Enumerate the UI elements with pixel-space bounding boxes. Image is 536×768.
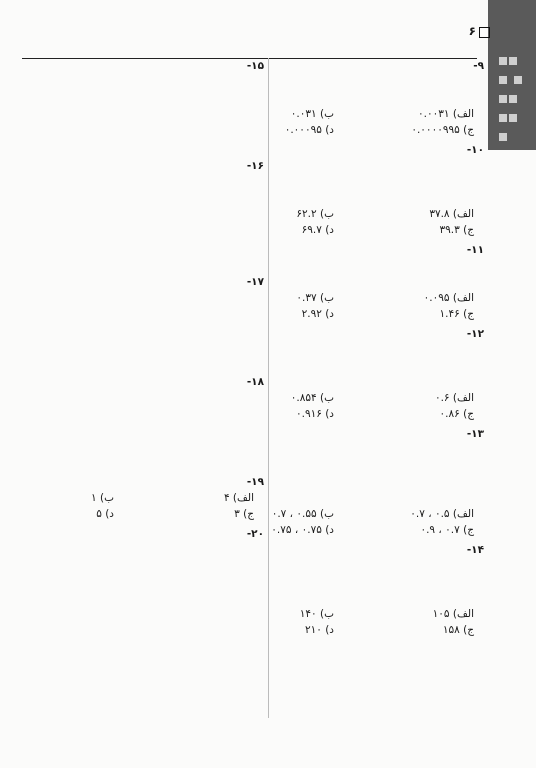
question xyxy=(14,158,264,270)
question-text xyxy=(234,326,484,342)
question-text xyxy=(14,374,264,390)
answer-option[interactable]: د) ۰.۷۵ ، ۰.۷۵ xyxy=(271,524,334,536)
answer-option[interactable]: ب) ۱۴۰ xyxy=(299,608,334,620)
answer-option[interactable]: ب) ۰.۸۵۴ xyxy=(290,392,334,404)
question-text xyxy=(14,542,264,558)
question-number: ۱۱- xyxy=(466,244,484,256)
answer-option[interactable]: الف) ۳۷.۸ xyxy=(429,208,474,220)
answer-option[interactable]: ج) ۱۵۸ xyxy=(442,624,474,636)
question-text xyxy=(14,390,264,406)
question-text xyxy=(234,542,484,558)
answer-option[interactable] xyxy=(14,306,264,322)
question-number: ۱۴- xyxy=(466,544,484,556)
option-row xyxy=(234,222,484,238)
question-text xyxy=(234,458,484,474)
answer-option[interactable] xyxy=(14,122,264,138)
question-text xyxy=(14,174,264,190)
question xyxy=(234,242,484,322)
question xyxy=(234,426,484,538)
side-dots-decoration xyxy=(498,52,526,147)
question-number: ۱۳- xyxy=(466,428,484,440)
answer-option[interactable]: د) ۵ xyxy=(96,508,114,520)
question-text xyxy=(14,274,264,290)
answer-option[interactable]: الف) ۰.۶ xyxy=(434,392,474,404)
question-number: ۱۰- xyxy=(466,144,484,156)
answer-option[interactable]: ج) ۰.۷ ، ۰.۹ xyxy=(420,524,474,536)
answer-option[interactable] xyxy=(14,238,264,254)
answer-option[interactable]: ب) ۰.۳۷ xyxy=(296,292,334,304)
answer-option[interactable] xyxy=(14,322,264,338)
answer-option[interactable]: د) ۲.۹۲ xyxy=(301,308,334,320)
answer-option[interactable]: ج) ۰.۸۶ xyxy=(439,408,474,420)
option-row xyxy=(234,122,484,138)
answer-option[interactable] xyxy=(14,406,264,422)
question-text xyxy=(14,190,264,206)
question-number: ۱۵- xyxy=(246,60,264,72)
answer-option[interactable]: الف) ۴ xyxy=(223,492,254,504)
answer-option[interactable]: ج) ۰.۰۰۰۰۹۹۵ xyxy=(411,124,474,136)
answer-option[interactable] xyxy=(14,222,264,238)
question-text xyxy=(234,74,484,90)
option-row xyxy=(234,406,484,422)
question xyxy=(14,526,264,590)
answer-option[interactable] xyxy=(14,106,264,122)
answer-option[interactable]: د) ۶۹.۷ xyxy=(301,224,334,236)
answer-option[interactable] xyxy=(184,574,254,590)
answer-option[interactable] xyxy=(44,558,114,574)
question-text xyxy=(234,374,484,390)
question-text xyxy=(234,490,484,506)
answer-option[interactable]: ج) ۱.۴۶ xyxy=(439,308,474,320)
question xyxy=(234,58,484,138)
page-header xyxy=(0,18,536,58)
left-column xyxy=(14,58,264,594)
question-text xyxy=(234,426,484,442)
option-row xyxy=(234,306,484,322)
answer-option[interactable]: ب) ۰.۵۵ ، ۰.۷ xyxy=(271,508,334,520)
question-text xyxy=(234,142,484,158)
question xyxy=(234,326,484,422)
question-text xyxy=(234,358,484,374)
option-row xyxy=(234,606,484,622)
page-number: ۶ xyxy=(468,24,476,38)
question xyxy=(14,374,264,470)
answer-option[interactable]: الف) ۰.۰۰۳۱ xyxy=(418,108,474,120)
question-number: ۱۷- xyxy=(246,276,264,288)
question-text xyxy=(234,342,484,358)
answer-option[interactable]: ب) ۱ xyxy=(91,492,114,504)
question-text xyxy=(234,258,484,274)
question-text xyxy=(234,58,484,74)
right-column xyxy=(234,58,484,642)
question-number: ۱۸- xyxy=(246,376,264,388)
answer-option[interactable] xyxy=(14,422,264,438)
option-row xyxy=(14,574,264,590)
option-row xyxy=(234,206,484,222)
question-text xyxy=(234,242,484,258)
answer-option[interactable]: ب) ۰.۰۳۱ xyxy=(290,108,334,120)
answer-option[interactable]: ج) ۳۹.۳ xyxy=(439,224,474,236)
question xyxy=(234,542,484,638)
option-row xyxy=(234,106,484,122)
question-text xyxy=(14,58,264,74)
question-text xyxy=(14,74,264,90)
question-text xyxy=(234,590,484,606)
answer-option[interactable] xyxy=(14,254,264,270)
option-row xyxy=(234,506,484,522)
question-text xyxy=(234,274,484,290)
question-number: ۱۶- xyxy=(246,160,264,172)
question-text xyxy=(14,474,264,490)
answer-option[interactable] xyxy=(14,438,264,454)
question-number: ۱۹- xyxy=(246,476,264,488)
question-number: ۲۰- xyxy=(246,528,264,540)
question-text xyxy=(14,526,264,542)
question-text xyxy=(14,158,264,174)
question-text xyxy=(234,574,484,590)
question xyxy=(234,142,484,238)
question xyxy=(14,474,264,522)
option-row xyxy=(14,558,264,574)
answer-option[interactable] xyxy=(14,338,264,354)
answer-option[interactable] xyxy=(184,558,254,574)
option-row xyxy=(234,622,484,638)
question-text xyxy=(234,158,484,174)
option-row xyxy=(14,506,264,522)
question-text xyxy=(14,290,264,306)
question-text xyxy=(234,442,484,458)
question xyxy=(14,58,264,154)
question xyxy=(14,274,264,370)
answer-option[interactable] xyxy=(44,574,114,590)
question-text xyxy=(234,190,484,206)
answer-option[interactable]: الف) ۱۰۵ xyxy=(432,608,474,620)
question-text xyxy=(234,174,484,190)
answer-option[interactable]: د) ۲۱۰ xyxy=(304,624,334,636)
answer-option[interactable]: ج) ۳ xyxy=(234,508,254,520)
answer-option[interactable] xyxy=(14,90,264,106)
question-text xyxy=(234,558,484,574)
option-row xyxy=(234,390,484,406)
square-icon xyxy=(479,27,490,38)
answer-option[interactable]: د) ۰.۰۰۰۹۵ xyxy=(284,124,334,136)
answer-option[interactable] xyxy=(14,354,264,370)
answer-option[interactable] xyxy=(14,206,264,222)
answer-option[interactable]: ب) ۶۲.۲ xyxy=(296,208,334,220)
answer-option[interactable] xyxy=(14,454,264,470)
answer-option[interactable]: الف) ۰.۰۹۵ xyxy=(423,292,474,304)
option-row xyxy=(234,290,484,306)
question-number: ۹- xyxy=(473,60,484,72)
question-text xyxy=(234,90,484,106)
option-row xyxy=(14,490,264,506)
answer-option[interactable]: الف) ۰.۵ ، ۰.۷ xyxy=(410,508,474,520)
option-row xyxy=(234,522,484,538)
answer-option[interactable]: د) ۰.۹۱۶ xyxy=(295,408,334,420)
question-text xyxy=(234,474,484,490)
question-number: ۱۲- xyxy=(466,328,484,340)
answer-option[interactable] xyxy=(14,138,264,154)
